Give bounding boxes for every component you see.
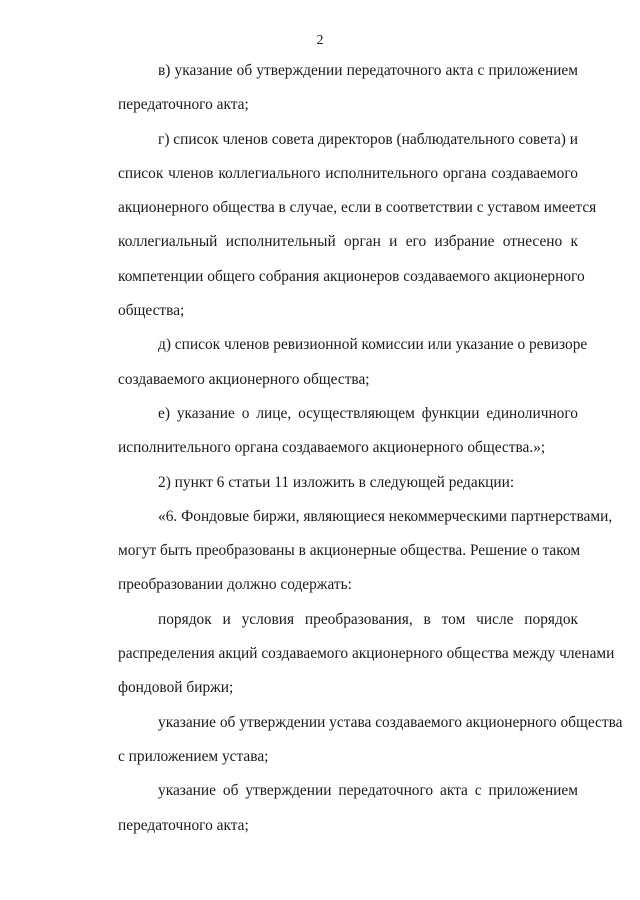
text-line: преобразовании должно содержать: xyxy=(118,576,352,594)
paragraph-item-g xyxy=(78,123,597,329)
text-line: компетенции общего собрания акционеров создаваемого акционерного xyxy=(118,267,585,285)
paragraph-item-e xyxy=(78,397,578,466)
paragraph-item-d xyxy=(78,328,588,397)
paragraph-charter-approval xyxy=(78,706,623,775)
text-line: распределения акций создаваемого акционерного общества между членами xyxy=(118,645,615,663)
page-number: 2 xyxy=(316,33,324,48)
text-line: порядок и условия преобразования, в том числе порядок xyxy=(158,610,578,628)
text-line: общества; xyxy=(118,302,185,320)
text-line: фондовой биржи; xyxy=(118,679,234,697)
paragraph-item-v xyxy=(78,54,578,123)
paragraph-transfer-act xyxy=(78,774,578,843)
text-line: могут быть преобразованы в акционерные общества. Решение о таком xyxy=(118,542,581,560)
text-line: коллегиальный исполнительный орган и его избрание отнесено к xyxy=(118,233,578,251)
text-line: «6. Фондовые биржи, являющиеся некоммерческими партнерствами, xyxy=(158,507,613,525)
text-line: в) указание об утверждении передаточного акта с приложением xyxy=(158,62,578,79)
text-line: д) список членов ревизионной комиссии или указание о ревизоре xyxy=(158,336,588,354)
paragraph-clause-6 xyxy=(78,500,613,603)
text-line: передаточного акта; xyxy=(118,96,249,114)
text-line: акционерного общества в случае, если в соответствии с уставом имеется xyxy=(118,199,597,217)
document-body xyxy=(78,54,623,843)
text-line: создаваемого акционерного общества; xyxy=(118,370,370,388)
text-line: указание об утверждении устава создаваемого акционерного общества xyxy=(158,713,623,731)
text-line: передаточного акта; xyxy=(118,816,249,834)
paragraph-item-2 xyxy=(78,466,578,500)
text-line: с приложением устава; xyxy=(118,747,269,765)
paragraph-order-conditions xyxy=(78,603,615,706)
text-line: е) указание о лице, осуществляющем функции единоличного xyxy=(158,404,578,422)
text-line: исполнительного органа создаваемого акционерного общества.»; xyxy=(118,439,546,457)
text-line: 2) пункт 6 статьи 11 изложить в следующей редакции: xyxy=(158,473,515,491)
text-line: г) список членов совета директоров (наблюдательного совета) и xyxy=(158,130,578,148)
text-line: список членов коллегиального исполнительного органа создаваемого xyxy=(118,164,578,182)
text-line: указание об утверждении передаточного акта с приложением xyxy=(158,782,578,800)
